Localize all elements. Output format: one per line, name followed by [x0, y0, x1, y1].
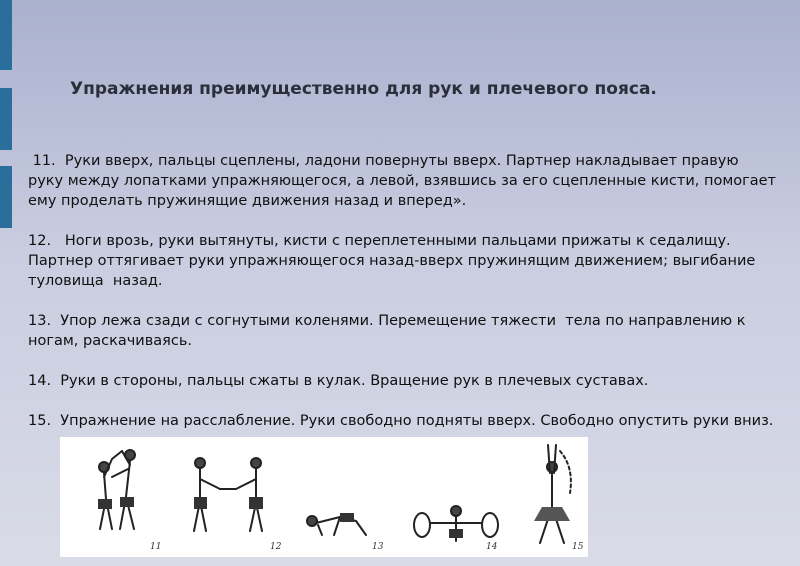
exercise-11-text: 11. Руки вверх, пальцы сцеплены, ладони повернуты вверх. Партнер накладывает правую руку между лопатками упражняющегося, а левой, взявшись за его сцепленные кисти, помогает ему проделать пружинящие движения назад и вперед».	[28, 153, 781, 209]
exercise-illustration	[60, 437, 588, 557]
exercise-14-text: 14. Руки в стороны, пальцы сжаты в кулак. Вращение рук в плечевых суставах.	[28, 373, 649, 389]
figure-13	[307, 513, 366, 535]
accent-bar-bottom	[0, 166, 12, 228]
exercise-15-text: 15. Упражнение на расслабление. Руки свободно подняты вверх. Свободно опустить руки вниз.	[28, 413, 774, 429]
accent-bar-middle	[0, 88, 12, 150]
exercise-13-text: 13. Упор лежа сзади с согнутыми коленями. Перемещение тяжести тела по направлению к ногам, раскачиваясь.	[28, 313, 751, 349]
figure-15	[534, 445, 571, 543]
figure-label-13: 13	[372, 542, 384, 552]
exercise-12-text: 12. Ноги врозь, руки вытянуты, кисти с переплетенными пальцами прижаты к седалищу. Партнер оттягивает руки упражняющегося назад-вверх пружинящим движением; выгибание туловища назад.	[28, 233, 760, 289]
figure-label-15: 15	[572, 542, 584, 552]
exercise-figures-svg	[60, 437, 588, 557]
exercise-list	[28, 151, 781, 431]
figure-label-11: 11	[150, 542, 162, 552]
figure-12	[194, 458, 263, 531]
figure-label-12: 12	[270, 542, 282, 552]
figure-label-14: 14	[486, 542, 498, 552]
figure-14	[414, 506, 498, 541]
figure-11	[98, 450, 135, 529]
slide-title: Упражнения преимущественно для рук и плечевого пояса.	[70, 79, 657, 99]
accent-bar-top	[0, 0, 12, 70]
